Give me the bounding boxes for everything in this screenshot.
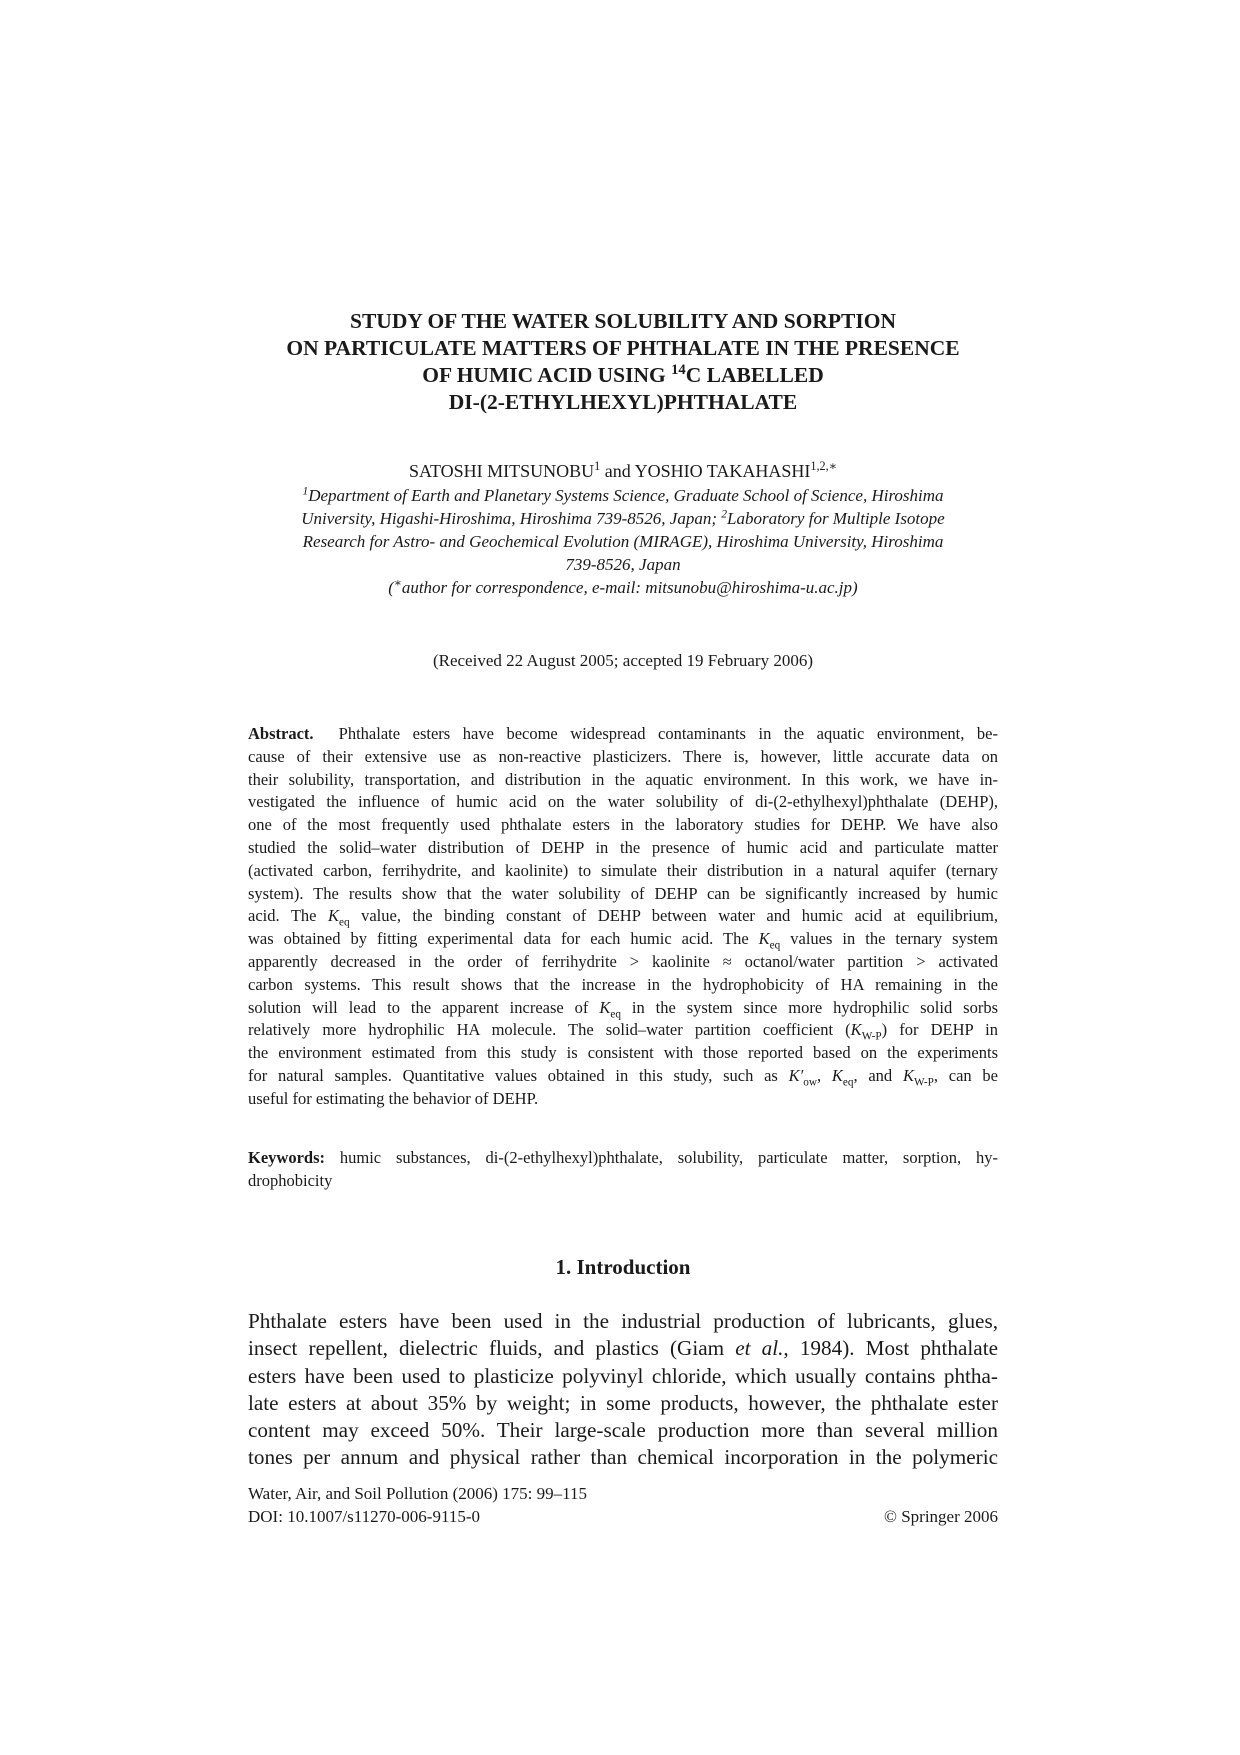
abstract-line: was obtained by fitting experimental data for each humic acid. The $K_{eq}$ values in the ternary system bbox=[248, 929, 998, 952]
keywords-line: drophobicity bbox=[248, 1171, 333, 1190]
keywords-line: Keywords: humic substances, di-(2-ethylhexyl)phthalate, solubility, particulate matter, sorption, hy- bbox=[248, 1148, 998, 1167]
abstract-line: apparently decreased in the order of ferrihydrite > kaolinite ≈ octanol/water partition > activated bbox=[248, 951, 998, 971]
affiliation-line: $^1$Department of Earth and Planetary Systems Science, Graduate School of Science, Hiroshima bbox=[302, 484, 944, 505]
body-line: content may exceed 50%. Their large-scale production more than several million bbox=[248, 1418, 998, 1443]
abstract-line: vestigated the influence of humic acid on the water solubility of di-(2-ethylhexyl)phthalate (DEHP), bbox=[248, 792, 998, 812]
correspondence-note: (∗author for correspondence, e-mail: mitsunobu@hiroshima-u.ac.jp) bbox=[388, 576, 858, 597]
body-line: late esters at about 35% by weight; in some products, however, the phthalate ester bbox=[248, 1390, 998, 1415]
abstract-line: for natural samples. Quantitative values obtained in this study, such as $K'_{ow}$, $K_{eq}$, and $K_{W-P}$, can be bbox=[248, 1065, 999, 1089]
introduction-body bbox=[248, 1308, 998, 1472]
abstract-line: relatively more hydrophilic HA molecule. The solid–water partition coefficient $(K_{W-P})$ for DEHP in bbox=[248, 1020, 998, 1043]
abstract-line: useful for estimating the behavior of DEHP. bbox=[248, 1088, 539, 1108]
affiliations bbox=[248, 484, 998, 576]
title-line: OF HUMIC ACID USING $^{14}$C LABELLED bbox=[422, 361, 824, 387]
paper-title bbox=[248, 308, 998, 416]
section-heading: 1. Introduction bbox=[555, 1255, 691, 1279]
abstract-line: the environment estimated from this study is consistent with those reported based on the experiments bbox=[248, 1043, 998, 1063]
author-name: SATOSHI MITSUNOBU bbox=[408, 461, 595, 481]
title-line: ON PARTICULATE MATTERS OF PHTHALATE IN THE PRESENCE bbox=[286, 336, 960, 360]
keywords bbox=[248, 1146, 998, 1192]
affiliation-line: University, Higashi-Hiroshima, Hiroshima 739-8526, Japan; $^2$Laboratory for Multiple Isotope bbox=[301, 507, 945, 528]
received-dates: (Received 22 August 2005; accepted 19 February 2006) bbox=[432, 651, 814, 670]
abstract-line: system). The results show that the water solubility of DEHP can be significantly increased by humic bbox=[248, 883, 998, 903]
abstract-label: Abstract. bbox=[248, 724, 314, 743]
title-line: DI-(2-ETHYLHEXYL)PHTHALATE bbox=[448, 390, 798, 414]
body-line: tones per annum and physical rather than chemical incorporation in the polymeric bbox=[248, 1445, 998, 1470]
affiliation-line: Research for Astro- and Geochemical Evolution (MIRAGE), Hiroshima University, Hiroshima bbox=[302, 532, 944, 551]
body-line: insect repellent, dielectric fluids, and plastics (Giam et al., 1984). Most phthalate bbox=[248, 1336, 998, 1361]
abstract-line: studied the solid–water distribution of DEHP in the presence of humic acid and particulate matter bbox=[248, 837, 998, 857]
author-list: SATOSHI MITSUNOBU$^1$ and YOSHIO $TAKAHASHI^{1,2,∗}$ bbox=[408, 459, 838, 481]
abstract-line: their solubility, transportation, and distribution in the aquatic environment. In this work, we have in- bbox=[248, 769, 998, 789]
title-line: STUDY OF THE WATER SOLUBILITY AND SORPTION bbox=[350, 309, 896, 333]
abstract-line: solution will lead to the apparent increase of $K_{eq}$ in the system since more hydrophilic solid sorbs bbox=[248, 997, 998, 1020]
keywords-label: Keywords: bbox=[248, 1148, 325, 1167]
page-footer bbox=[248, 1482, 998, 1528]
abstract-line: Abstract. Phthalate esters have become widespread contaminants in the aquatic environment, be- bbox=[248, 724, 998, 743]
doi: DOI: 10.1007/s11270-006-9115-0 bbox=[248, 1507, 480, 1526]
copyright: © Springer 2006 bbox=[884, 1507, 998, 1526]
abstract-line: (activated carbon, ferrihydrite, and kaolinite) to simulate their distribution in a natural aquifer (ternary bbox=[248, 860, 998, 880]
abstract-line: cause of their extensive use as non-reactive plasticizers. There is, however, little accurate data on bbox=[248, 746, 998, 766]
abstract-line: acid. The $K_{eq}$ value, the binding constant of DEHP between water and humic acid at equilibrium, bbox=[248, 906, 998, 929]
body-line: esters have been used to plasticize polyvinyl chloride, which usually contains phtha- bbox=[248, 1363, 998, 1388]
abstract bbox=[248, 723, 998, 1111]
affiliation-line: 739-8526, Japan bbox=[565, 555, 681, 574]
abstract-line: carbon systems. This result shows that the increase in the hydrophobicity of HA remaining in the bbox=[248, 974, 998, 994]
abstract-line: one of the most frequently used phthalate esters in the laboratory studies for DEHP. We have also bbox=[248, 815, 998, 835]
body-line: Phthalate esters have been used in the industrial production of lubricants, glues, bbox=[248, 1309, 998, 1333]
author-name: YOSHIO TAKAHASHI bbox=[634, 461, 811, 481]
journal-citation: Water, Air, and Soil Pollution (2006) 175: 99–115 bbox=[248, 1484, 587, 1503]
